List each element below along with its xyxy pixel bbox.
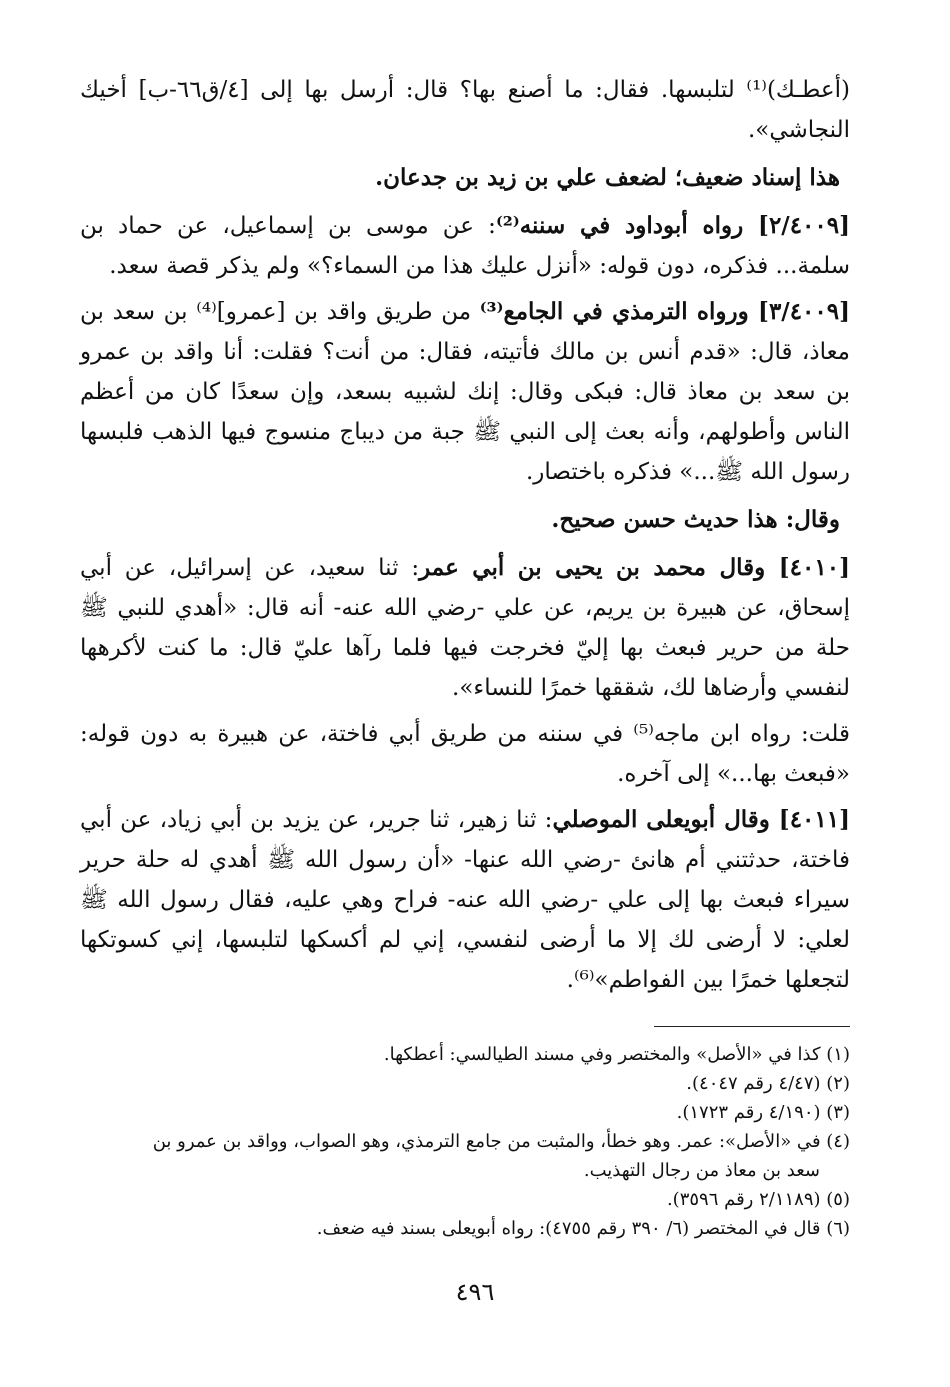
- footnote-2: (٢) (٤/٤٧ رقم ٤٠٤٧).: [686, 1073, 850, 1094]
- footnote-3: (٣) (٤/١٩٠ رقم ١٧٢٣).: [676, 1102, 850, 1123]
- paragraph-2: هذا إسناد ضعيف؛ لضعف علي بن زيد بن جدعان.: [375, 164, 840, 191]
- hadith-body-4009-3: من طريق واقد بن [عمرو]⁽⁴⁾ بن سعد بن معاذ، قال: «قدم أنس بن مالك فأتيته، فقال: من أنت؟ فقلت: أنا واقد بن عمرو بن سعد بن معاذ قال: فبكى وقال: إنك لشبيه بسعد، وإن سعدًا كان من أعظم الناس وأطولهم، وأنه بعث إلى النبي ﷺ جبة من ديباج منسوج فيها الذهب فلبسها رسول الله ﷺ...» فذكره باختصار.: [80, 299, 850, 485]
- paragraph-4: [80, 292, 850, 492]
- page-number: ٤٩٦: [455, 1278, 495, 1306]
- footnote-separator: [654, 1026, 850, 1027]
- paragraph-3: [80, 206, 850, 286]
- paragraph-8: [80, 800, 850, 1000]
- paragraph-1: (أعطـك)⁽¹⁾ لتلبسها. فقال: ما أصنع بها؟ قال: أرسل بها إلى [٤/ق٦٦-ب] أخيك النجاشي».: [80, 77, 850, 143]
- footnote-1: (١) كذا في «الأصل» والمختصر وفي مسند الطيالسي: أعطكها.: [383, 1044, 850, 1065]
- hadith-body-4011: : ثنا زهير، ثنا جرير، عن يزيد بن أبي زياد، عن أبي فاختة، حدثتني أم هانئ -رضي الله عنها- «أن رسول الله ﷺ أهدي له حلة حرير سيراء فبعث بها إلى علي -رضي الله عنه- فراح وهي عليه، فقال رسول الله ﷺ لعلي: لا أرضى لك إلا ما أرضى لنفسي، إني لم أكسكها لتلبسها، إني كسوتكها لتجعلها خمرًا بين الفواطم»⁽⁶⁾.: [80, 807, 850, 993]
- hadith-body-4009-2: : عن موسى بن إسماعيل، عن حماد بن سلمة... فذكره، دون قوله: «أنزل عليك هذا من السماء؟» ولم يذكر قصة سعد.: [80, 213, 850, 279]
- footnotes: [120, 1040, 850, 1243]
- hadith-head-4009-3: [٣/٤٠٠٩] ورواه الترمذي في الجامع⁽³⁾: [479, 298, 850, 325]
- footnote-5: (٥) (٢/١١٨٩ رقم ٣٥٩٦).: [666, 1189, 850, 1210]
- hadith-head-4010: [٤٠١٠] وقال محمد بن يحيى بن أبي عمر: [419, 554, 850, 581]
- paragraph-7: قلت: رواه ابن ماجه⁽⁵⁾ في سننه من طريق أبي فاختة، عن هبيرة به دون قوله: «فبعث بها...» إلى آخره.: [80, 721, 851, 787]
- hadith-head-4011: [٤٠١١] وقال أبويعلى الموصلي: [552, 806, 850, 833]
- paragraph-6: [80, 548, 850, 708]
- footnote-4: (٤) في «الأصل»: عمر. وهو خطأ، والمثبت من جامع الترمذي، وهو الصواب، وواقد بن عمرو بن: [152, 1131, 850, 1152]
- footnote-6: (٦) قال في المختصر (٦/ ٣٩٠ رقم ٤٧٥٥): رواه أبويعلى بسند فيه ضعف.: [316, 1218, 850, 1239]
- paragraph-5: وقال: هذا حديث حسن صحيح.: [551, 506, 840, 533]
- footnote-4-continued: سعد بن معاذ من رجال التهذيب.: [583, 1160, 820, 1181]
- main-text: [80, 70, 850, 1006]
- hadith-head-4009-2: [٢/٤٠٠٩] رواه أبوداود في سننه⁽²⁾: [495, 212, 850, 239]
- hadith-body-4010: : ثنا سعيد، عن إسرائيل، عن أبي إسحاق، عن هبيرة بن يريم، عن علي -رضي الله عنه- أنه قال: «أهدي للنبي ﷺ حلة من حرير فبعث بها إليّ فخرجت فيها فلما رآها عليّ قال: ما كنت لأكرهها لنفسي وأرضاها لك، شققها خمرًا للنساء».: [80, 555, 850, 701]
